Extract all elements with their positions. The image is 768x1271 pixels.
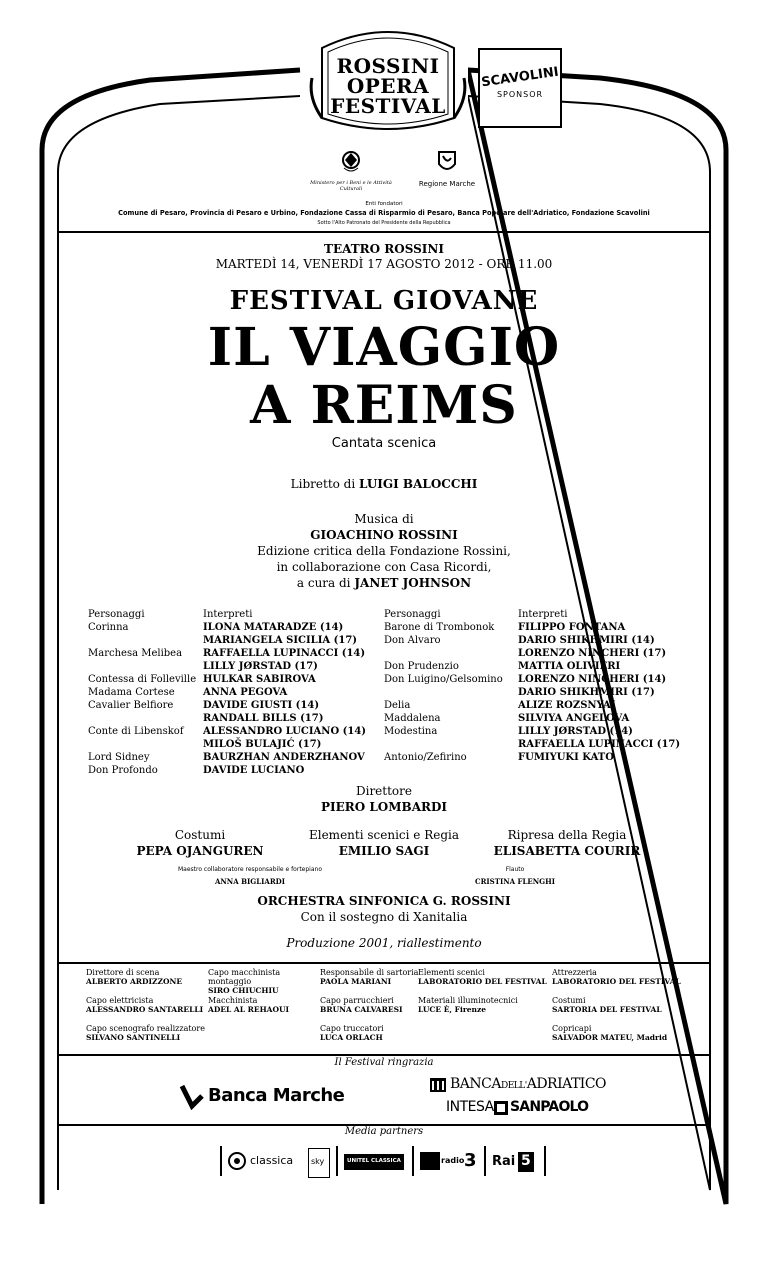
- staff-label: Direttore di scena: [86, 968, 160, 977]
- staff-name: ALESSANDRO SANTARELLI: [86, 1005, 204, 1014]
- patronage-text: Sotto l'Alto Patronato del Presidente della Repubblica: [317, 220, 451, 226]
- classica-logo: [228, 1148, 328, 1178]
- cast-role: Lord Sidney: [88, 752, 150, 763]
- festival-logo: [308, 18, 468, 138]
- unitel-name: UNITEL CLASSICA: [347, 1158, 401, 1164]
- founders-list: Comune di Pesaro, Provincia di Pesaro e Urbino, Fondazione Cassa di Risparmio di Pesaro, Banca Popolare dell'Adriatico, Fondazione Scavolini: [118, 209, 650, 217]
- cast-performer: DARIO SHIKHMIRI (14): [518, 635, 655, 646]
- cast-performer: LILLY JØRSTAD (17): [203, 661, 318, 672]
- unitel-logo: [344, 1154, 404, 1170]
- banca-marche-icon: [178, 1082, 206, 1110]
- staff-label: Capo scenografo realizzatore: [86, 1024, 205, 1033]
- maestro: ANNA BIGLIARDI: [214, 877, 286, 886]
- cast-performer: RANDALL BILLS (17): [203, 713, 324, 724]
- staff-item: [418, 968, 558, 986]
- cast-performer: MILOŠ BULAJIĆ (17): [203, 739, 322, 750]
- media-separator: [336, 1146, 338, 1176]
- sky-badge: [308, 1148, 330, 1178]
- classica-emblem-icon: [228, 1152, 246, 1170]
- librettist: LUIGI BALOCCHI: [359, 477, 478, 491]
- cast-role: [88, 738, 200, 751]
- composer: GIOACHINO ROSSINI: [310, 528, 458, 542]
- intesa-sanpaolo-logo: [446, 1099, 606, 1119]
- edition-line1: Edizione critica della Fondazione Rossini,: [257, 544, 511, 558]
- cast-performer: DAVIDE LUCIANO: [203, 765, 305, 776]
- media-label: Media partners: [344, 1126, 424, 1137]
- rai5-logo: [492, 1152, 536, 1174]
- intesa-name: INTESA: [446, 1099, 494, 1115]
- libretto-line: [60, 477, 708, 491]
- cast-performer: DARIO SHIKHMIRI (17): [518, 687, 655, 698]
- staff-label: Capo parrucchieri: [320, 996, 394, 1005]
- bank-suffix: ADRIATICO: [526, 1076, 607, 1092]
- editor-prefix: a cura di: [296, 576, 351, 590]
- sponsor-logo: [478, 48, 562, 128]
- staff-label: Macchinista: [208, 996, 258, 1005]
- staff-label: Costumi: [552, 996, 586, 1005]
- sponsor-label: SPONSOR: [496, 90, 544, 99]
- staff-label: Elementi scenici: [418, 968, 485, 977]
- costumes-label: Costumi: [174, 828, 226, 842]
- cast-performer: ALESSANDRO LUCIANO (14): [203, 726, 367, 737]
- maestro-label: Maestro collaboratore responsabile e fortepiano: [178, 866, 322, 873]
- cast-role-header: Personaggi: [384, 609, 441, 620]
- staff-label: Copricapi: [552, 1024, 592, 1033]
- staff-credits: [86, 968, 706, 1050]
- media-separator: [412, 1146, 414, 1176]
- cast-role: Don Prudenzio: [384, 661, 459, 672]
- performance-dates: MARTEDÌ 14, VENERDÌ 17 AGOSTO 2012 - ORE 11.00: [215, 257, 553, 271]
- orchestra: ORCHESTRA SINFONICA G. ROSSINI: [257, 894, 511, 908]
- ministry-label: Ministero per i Beni e le Attività Culturali: [310, 180, 392, 192]
- revival-label: Ripresa della Regia: [507, 828, 627, 842]
- logo-line-3: FESTIVAL: [330, 94, 446, 118]
- cast-right-roles: [384, 608, 514, 764]
- cast-role: Conte di Libenskof: [88, 726, 184, 737]
- founders-label: Enti fondatori: [365, 201, 403, 207]
- staff-item: [86, 1024, 206, 1042]
- cast-performer: ANNA PEGOVA: [203, 687, 288, 698]
- staff-item: [552, 1024, 702, 1042]
- cast-performer: MATTIA OLIVIERI: [518, 661, 621, 672]
- staff-name: SARTORIA DEL FESTIVAL: [552, 1005, 662, 1014]
- venue: TEATRO ROSSINI: [324, 242, 444, 256]
- region-emblem-icon: [437, 150, 457, 174]
- cast-role: Madama Cortese: [88, 687, 175, 698]
- flute-label: Flauto: [505, 866, 525, 873]
- cast-role: Corinna: [88, 622, 129, 633]
- staff-label: Materiali illuminotecnici: [418, 996, 518, 1005]
- cast-role: Modestina: [384, 726, 438, 737]
- staff-name: ALBERTO ARDIZZONE: [86, 977, 183, 986]
- media-separator: [220, 1146, 222, 1176]
- edition-line2: in collaborazione con Casa Ricordi,: [276, 560, 492, 574]
- flute: CRISTINA FLENGHI: [475, 877, 555, 886]
- revival: ELISABETTA COURIR: [493, 844, 641, 858]
- rai-radio-name: radio: [441, 1156, 465, 1165]
- staff-item: [552, 968, 702, 986]
- staff-label: Capo elettricista: [86, 996, 154, 1005]
- cast-role: Delia: [384, 700, 411, 711]
- cast-performer: LORENZO NINCHERI (14): [518, 674, 667, 685]
- staff-item: [208, 968, 322, 995]
- staff-item: [320, 1024, 430, 1042]
- staff-name: SILVANO SANTINELLI: [86, 1033, 181, 1042]
- cast-left-performers: [203, 608, 383, 777]
- rai-box-icon: [420, 1152, 440, 1170]
- thanks-label: Il Festival ringrazia: [334, 1057, 434, 1068]
- bank-small: DELL': [500, 1081, 527, 1091]
- cast-role: [384, 686, 514, 699]
- cast-role-header: Personaggi: [88, 609, 145, 620]
- staff-item: [320, 996, 430, 1014]
- cast-role: Cavalier Belfiore: [88, 700, 174, 711]
- media-separator: [544, 1146, 546, 1176]
- staff-name: SALVADOR MATEU, Madrid: [552, 1033, 668, 1042]
- classica-name: classica: [250, 1154, 294, 1167]
- cast-performer: MARIANGELA SICILIA (17): [203, 635, 358, 646]
- cast-role: [384, 647, 514, 660]
- cast-performer: FUMIYUKI KATO: [518, 752, 614, 763]
- staff-name: ADEL AL REHAOUI: [208, 1005, 290, 1014]
- intesa-square-icon: [494, 1101, 508, 1115]
- rai5-name: Rai: [492, 1154, 516, 1169]
- cast-right-performers: [518, 608, 698, 764]
- divider-top: [58, 231, 710, 233]
- staff-item: [86, 996, 206, 1014]
- cast-role: Maddalena: [384, 713, 441, 724]
- divider-thanks: [58, 1054, 710, 1056]
- staff-item: [86, 968, 206, 986]
- cast-performer: SILVIYA ANGELOVA: [518, 713, 630, 724]
- staff-name: LUCA ORLACH: [320, 1033, 383, 1042]
- cast-role: Don Alvaro: [384, 635, 441, 646]
- staff-item: [208, 996, 322, 1014]
- staff-item: [320, 968, 430, 986]
- cast-performer: LILLY JØRSTAD (14): [518, 726, 633, 737]
- cast-performer: BAURZHAN ANDERZHANOV: [203, 752, 365, 763]
- cast-performer: RAFFAELLA LUPINACCI (17): [518, 739, 681, 750]
- cast-performer: DAVIDE GIUSTI (14): [203, 700, 320, 711]
- logo-line-2: OPERA: [346, 74, 430, 98]
- cast-role: [384, 738, 514, 751]
- libretto-prefix: Libretto di: [290, 477, 356, 491]
- banca-marche-logo: [178, 1080, 348, 1114]
- cast-role: Don Luigino/Gelsomino: [384, 674, 503, 685]
- sponsor-name: SCAVOLINI: [480, 64, 560, 91]
- staff-name: LABORATORIO DEL FESTIVAL: [552, 977, 681, 986]
- staff-label: Attrezzeria: [552, 968, 597, 977]
- direction-label: Elementi scenici e Regia: [308, 828, 460, 842]
- cast-role: [88, 634, 200, 647]
- staff-name: LUCE È, Firenze: [418, 1005, 487, 1014]
- staff-label: Capo macchinista montaggio: [208, 968, 281, 986]
- staff-name: PAOLA MARIANI: [320, 977, 392, 986]
- cast-left-roles: [88, 608, 200, 777]
- cast-performer: FILIPPO FONTANA: [518, 622, 626, 633]
- rai-radio-number: 3: [464, 1150, 477, 1171]
- banca-marche-name: Banca Marche: [208, 1085, 345, 1106]
- staff-item: [552, 996, 702, 1014]
- logo-line-1: ROSSINI: [336, 54, 440, 78]
- staff-name: SIRO CHIUCHIU: [208, 986, 279, 995]
- cast-role: [88, 660, 200, 673]
- production-note: Produzione 2001, riallestimento: [286, 936, 482, 950]
- staff-name: LABORATORIO DEL FESTIVAL: [418, 977, 547, 986]
- cast-performer-header: Interpreti: [518, 609, 568, 620]
- conductor: PIERO LOMBARDI: [320, 800, 447, 814]
- banca-adriatico-name: [450, 1076, 606, 1092]
- series-title: FESTIVAL GIOVANE: [229, 286, 539, 316]
- bank-building-icon: [430, 1078, 446, 1092]
- opera-title-line1: IL VIAGGIO: [207, 317, 561, 378]
- support: Con il sostegno di Xanitalia: [300, 910, 468, 924]
- rai-radio3-logo: [420, 1150, 476, 1174]
- staff-label: Responsabile di sartoria: [320, 968, 419, 977]
- editor: JANET JOHNSON: [354, 576, 472, 590]
- cast-performer: ALIZE ROZSNYAI: [518, 700, 616, 711]
- cast-role: Barone di Trombonok: [384, 622, 495, 633]
- rai5-box: [518, 1152, 534, 1172]
- media-separator: [484, 1146, 486, 1176]
- staff-label: Capo truccatori: [320, 1024, 384, 1033]
- costumes: PEPA OJANGUREN: [136, 844, 264, 858]
- banca-adriatico-logo: [430, 1076, 630, 1096]
- opera-subtitle: Cantata scenica: [331, 436, 437, 451]
- region-label: Regione Marche: [418, 180, 476, 188]
- ministry-emblem-icon: [340, 150, 362, 174]
- cast-performer: LORENZO NINCHERI (17): [518, 648, 667, 659]
- cast-role: Contessa di Folleville: [88, 674, 197, 685]
- direction: EMILIO SAGI: [338, 844, 430, 858]
- cast-role: Antonio/Zefirino: [384, 752, 467, 763]
- staff-name: BRUNA CALVARESI: [320, 1005, 403, 1014]
- editor-line: [60, 576, 708, 590]
- cast-role: Marchesa Melibea: [88, 648, 183, 659]
- conductor-label: Direttore: [355, 784, 412, 798]
- cast-performer-header: Interpreti: [203, 609, 253, 620]
- cast-role: [88, 712, 200, 725]
- opera-title-line2: A REIMS: [250, 375, 518, 436]
- cast-performer: HULKAR SABIROVA: [203, 674, 316, 685]
- rai5-number: 5: [521, 1153, 531, 1169]
- staff-item: [418, 996, 558, 1014]
- sky-name: sky: [311, 1157, 325, 1166]
- cast-performer: RAFFAELLA LUPINACCI (14): [203, 648, 366, 659]
- cast-performer: ILONA MATARADZE (14): [203, 622, 344, 633]
- sanpaolo-name: SANPAOLO: [510, 1099, 589, 1115]
- bank-prefix: BANCA: [450, 1076, 501, 1092]
- divider-staff: [58, 962, 710, 964]
- cast-role: Don Profondo: [88, 765, 158, 776]
- music-prefix: Musica di: [354, 512, 414, 526]
